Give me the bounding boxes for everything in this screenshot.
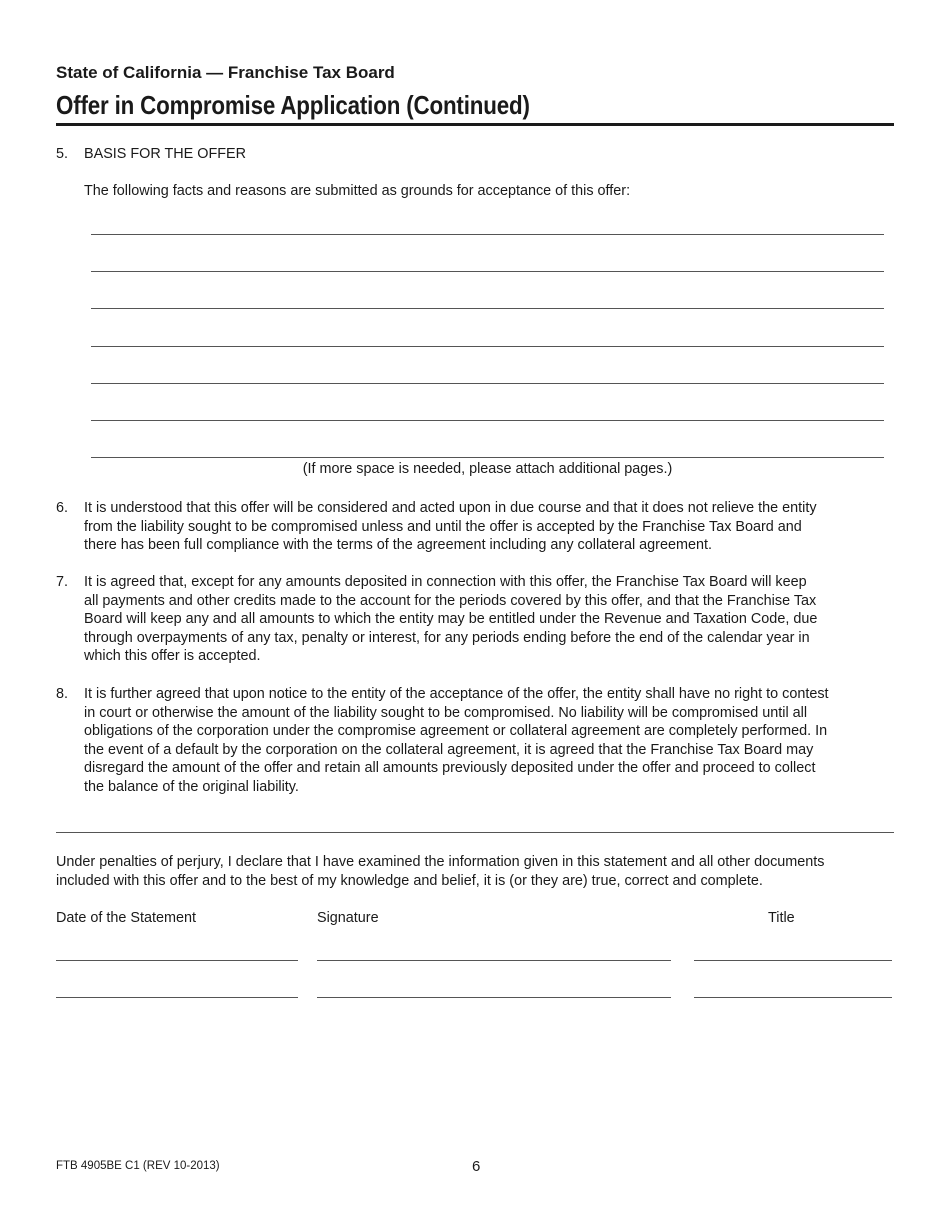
item-8-number: 8. xyxy=(56,686,69,702)
item-8-line-2: in court or otherwise the amount of the liability sought to be compromised. No liability will be compromised until all xyxy=(84,704,808,721)
item-6-line-2: from the liability sought to be compromised unless and until the offer is accepted by the Franchise Tax Board and xyxy=(84,518,802,535)
date-field-2[interactable] xyxy=(56,997,298,998)
item-7-line-4: through overpayments of any tax, penalty or interest, for any periods ending before the end of the calendar year in xyxy=(84,629,810,646)
item-6-line-1: It is understood that this offer will be considered and acted upon in due course and that it does not relieve the entity xyxy=(84,500,817,516)
section-5-heading: BASIS FOR THE OFFER xyxy=(84,146,247,162)
item-8-line-4: the event of a default by the corporation on the collateral agreement, it is agreed that the Franchise Tax Board may xyxy=(84,741,814,758)
date-label: Date of the Statement xyxy=(56,910,196,926)
item-8-line-6: the balance of the original liability. xyxy=(84,778,299,795)
declaration-line-2: included with this offer and to the best of my knowledge and belief, it is (or they are) true, correct and complete. xyxy=(56,872,763,889)
page-number: 6 xyxy=(472,1158,481,1175)
item-8-line-5: disregard the amount of the offer and retain all amounts previously deposited under the offer and proceed to collect xyxy=(84,760,816,777)
write-in-line-6[interactable] xyxy=(91,420,884,421)
item-6-number: 6. xyxy=(56,500,69,516)
perjury-declaration xyxy=(56,853,824,890)
section-5-intro: The following facts and reasons are submitted as grounds for acceptance of this offer: xyxy=(84,183,631,199)
write-in-line-1[interactable] xyxy=(91,234,884,235)
item-8-line-1: It is further agreed that upon notice to the entity of the acceptance of the offer, the entity shall have no right to contest xyxy=(84,686,829,702)
agency-name: State of California — Franchise Tax Board xyxy=(56,63,395,82)
title-field-1[interactable] xyxy=(694,960,892,961)
write-in-line-2[interactable] xyxy=(91,271,884,272)
item-8-text xyxy=(84,685,829,797)
signature-field-1[interactable] xyxy=(317,960,671,961)
title-rule xyxy=(56,123,894,126)
item-6-text xyxy=(84,499,817,555)
signature-field-2[interactable] xyxy=(317,997,671,998)
item-7-line-5: which this offer is accepted. xyxy=(84,648,261,665)
write-in-line-3[interactable] xyxy=(91,308,884,309)
page-title: Offer in Compromise Application (Continued) xyxy=(56,90,530,120)
title-field-2[interactable] xyxy=(694,997,892,998)
declaration-line-1: Under penalties of perjury, I declare that I have examined the information given in this statement and all other documents xyxy=(56,854,825,870)
signature-label: Signature xyxy=(317,910,379,926)
item-7-number: 7. xyxy=(56,574,69,590)
item-7-line-3: Board will keep any and all amounts to which the entity may be entitled under the Revenue and Taxation Code, due xyxy=(84,611,818,628)
write-in-line-5[interactable] xyxy=(91,383,884,384)
section-5-number: 5. xyxy=(56,146,69,162)
title-label: Title xyxy=(768,910,795,926)
form-identifier: FTB 4905BE C1 (REV 10-2013) xyxy=(56,1160,220,1172)
section-divider xyxy=(56,832,894,833)
item-7-line-2: all payments and other credits made to the account for the periods covered by this offer, and that the Franchise Tax xyxy=(84,592,817,609)
more-space-note: (If more space is needed, please attach additional pages.) xyxy=(302,461,673,477)
item-7-line-1: It is agreed that, except for any amounts deposited in connection with this offer, the Franchise Tax Board will keep xyxy=(84,574,807,590)
write-in-line-4[interactable] xyxy=(91,346,884,347)
write-in-line-7[interactable] xyxy=(91,457,884,458)
item-8-line-3: obligations of the corporation under the compromise agreement or collateral agreement are completely performed. In xyxy=(84,723,828,740)
date-field-1[interactable] xyxy=(56,960,298,961)
item-6-line-3: there has been full compliance with the terms of the agreement including any collateral agreement. xyxy=(84,537,712,554)
item-7-text xyxy=(84,573,817,666)
